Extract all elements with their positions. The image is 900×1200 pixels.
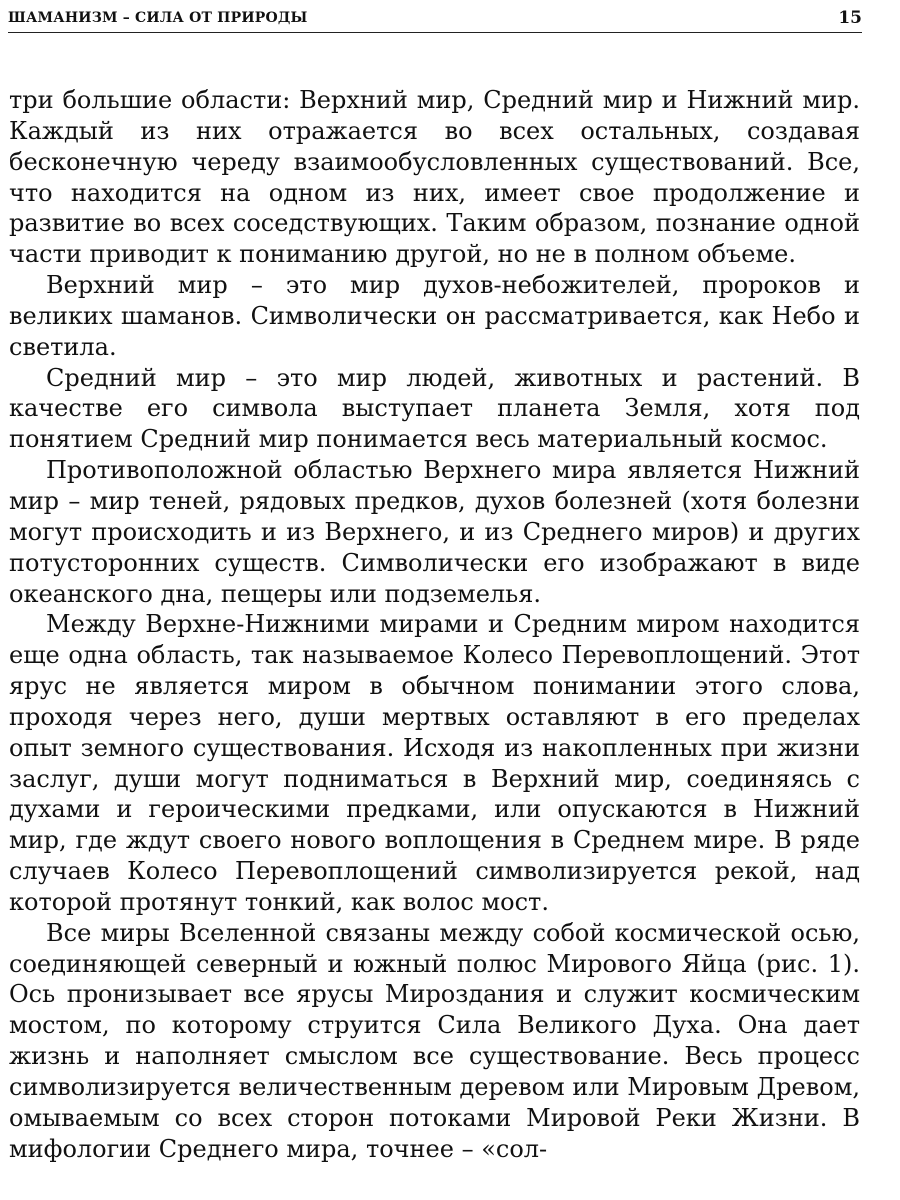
paragraph-middle-world: Средний мир – это мир людей, животных и растений. В качестве его символа выступает планета Земля, хотя под понятием Средний мир понимается весь материальный космос. [9, 363, 860, 454]
body-text [9, 85, 860, 1165]
paragraph-lower-world: Противоположной областью Верхнего мира является Нижний мир – мир теней, рядовых предков, духов болезней (хотя болезни могут происходить и из Верхнего, и из Среднего миров) и других потусторонних существ. Символически его изображают в виде океанского дна, пещеры или подземелья. [9, 456, 860, 608]
header-title: ШАМАНИЗМ – СИЛА ОТ ПРИРОДЫ [8, 10, 308, 26]
paragraph-wheel-of-reincarnation: Между Верхне-Нижними мирами и Средним миром находится еще одна область, так называемое Колесо Перевоплощений. Этот ярус не является миром в обычном понимании этого слова, проходя через него, души мертвых оставляют в его пределах опыт земного существования. Исходя из накопленных при жизни заслуг, души могут подниматься в Верхний мир, соединяясь с духами и героическими предками, или опускаются в Нижний мир, где ждут своего нового воплощения в Среднем мире. В ряде случаев Колесо Перевоплощений символизируется рекой, над которой протянут тонкий, как волос мост. [9, 610, 860, 916]
running-header [8, 6, 862, 33]
page-number: 15 [838, 8, 862, 28]
paragraph-continuation: три большие области: Верхний мир, Средний мир и Нижний мир. Каждый из них отражается во всех остальных, создавая бесконечную череду взаимообусловленных существований. Все, что находится на одном из них, имеет свое продолжение и развитие во всех соседствующих. Таким образом, познание одной части приводит к пониманию другой, но не в полном объеме. [9, 86, 860, 269]
paragraph-upper-world: Верхний мир – это мир духов-небожителей, пророков и великих шаманов. Символически он рассматривается, как Небо и светила. [9, 271, 860, 361]
paragraph-cosmic-axis: Все миры Вселенной связаны между собой космической осью, соединяющей северный и южный полюс Мирового Яйца (рис. 1). Ось пронизывает все ярусы Мироздания и служит космическим мостом, по которому струится Сила Великого Духа. Она дает жизнь и наполняет смыслом все существование. Весь процесс символизируется величественным деревом или Мировым Древом, омываемым со всех сторон потоками Мировой Реки Жизни. В мифологии Среднего мира, точнее – «сол- [9, 918, 860, 1163]
